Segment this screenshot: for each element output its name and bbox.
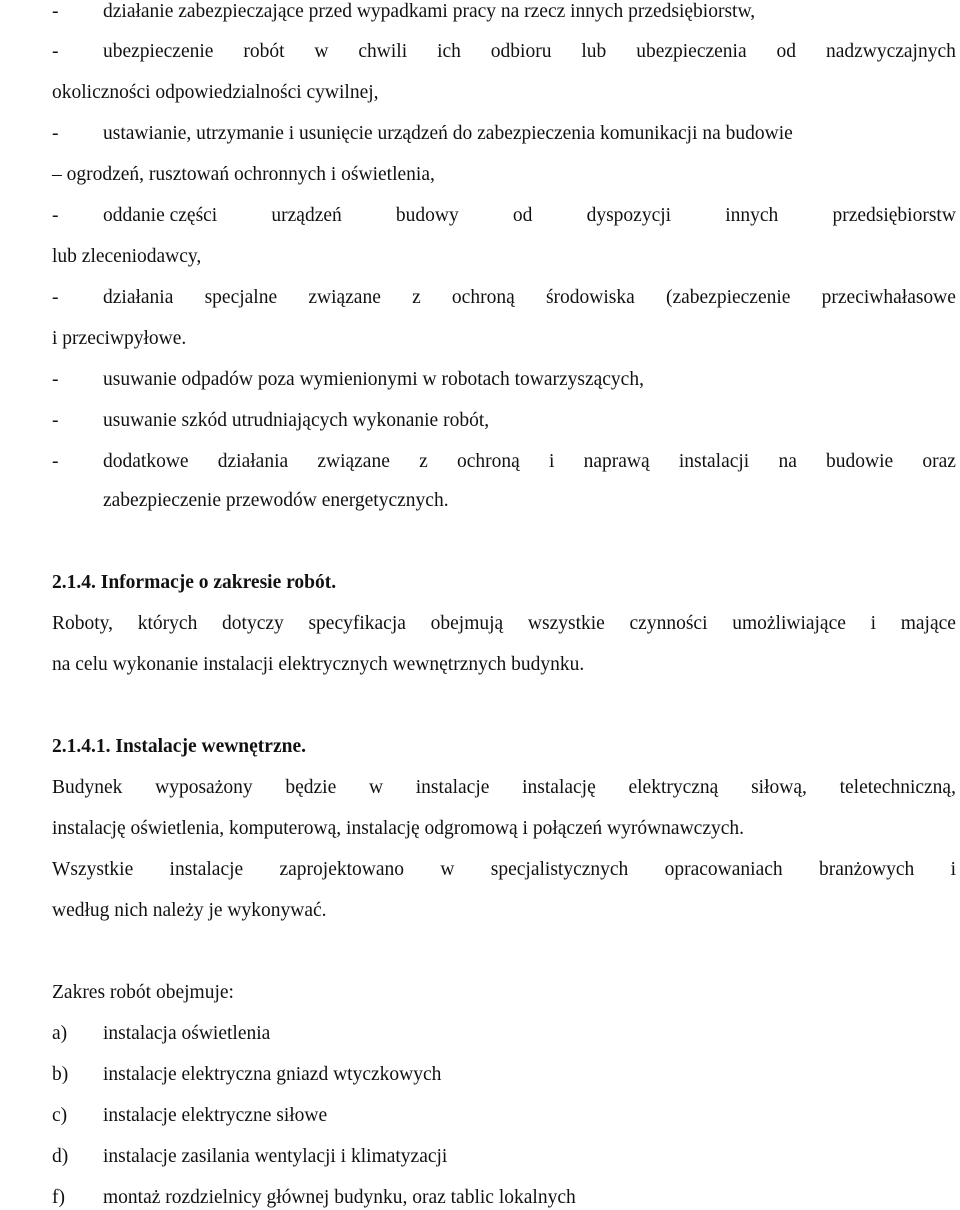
list-item-text-justified: działania specjalne związane z ochroną środowiska (zabezpieczenie przeciwhałasowe (103, 287, 956, 308)
scope-intro: Zakres robót obejmuje: (52, 982, 234, 1003)
paragraph-line: według nich należy je wykonywać. (52, 900, 327, 921)
section-heading-2-1-4-1: 2.1.4.1. Instalacje wewnętrzne. (52, 736, 306, 757)
list-item-continuation: zabezpieczenie przewodów energetycznych. (103, 490, 449, 511)
bullet-dash: - (52, 123, 59, 144)
paragraph-line: instalację oświetlenia, komputerową, instalację odgromową i połączeń wyrównawczych. (52, 818, 745, 839)
scope-item-label: d) (52, 1146, 69, 1167)
scope-item-label: f) (52, 1187, 65, 1208)
list-item-text: usuwanie szkód utrudniających wykonanie robót, (103, 410, 490, 431)
list-item-text: działanie zabezpieczające przed wypadkami pracy na rzecz innych przedsiębiorstw, (103, 1, 756, 22)
bullet-dash: - (52, 205, 59, 226)
scope-item-label: c) (52, 1105, 68, 1126)
scope-item-label: b) (52, 1064, 69, 1085)
section-heading-2-1-4: 2.1.4. Informacje o zakresie robót. (52, 572, 337, 593)
paragraph-line: Roboty, których dotyczy specyfikacja obejmują wszystkie czynności umożliwiające i mające (52, 613, 956, 634)
bullet-dash: - (52, 287, 59, 308)
list-item-text-justified: dodatkowe działania związane z ochroną i naprawą instalacji na budowie oraz (103, 451, 956, 472)
list-item-text-justified: ubezpieczenie robót w chwili ich odbioru lub ubezpieczenia od nadzwyczajnych (103, 41, 956, 62)
bullet-dash: - (52, 451, 59, 472)
list-item-text: ustawianie, utrzymanie i usunięcie urządzeń do zabezpieczenia komunikacji na budowie (103, 123, 793, 144)
paragraph-line: Wszystkie instalacje zaprojektowano w specjalistycznych opracowaniach branżowych i (52, 859, 956, 880)
word: ubezpieczenie (103, 41, 214, 62)
bullet-dash: - (52, 369, 59, 390)
list-item-text: usuwanie odpadów poza wymienionymi w robotach towarzyszących, (103, 369, 644, 390)
paragraph-line: Budynek wyposażony będzie w instalacje instalację elektryczną siłową, teletechniczną, (52, 777, 956, 798)
scope-item-label: a) (52, 1023, 68, 1044)
list-item-continuation: lub zleceniodawcy, (52, 246, 202, 267)
scope-item-text: instalacje elektryczna gniazd wtyczkowych (103, 1064, 442, 1085)
list-item-continuation: i przeciwpyłowe. (52, 328, 187, 349)
bullet-dash: - (52, 41, 59, 62)
scope-item-text: instalacja oświetlenia (103, 1023, 271, 1044)
scope-item-text: instalacje zasilania wentylacji i klimatyzacji (103, 1146, 448, 1167)
list-item-continuation: – ogrodzeń, rusztowań ochronnych i oświetlenia, (52, 164, 435, 185)
scope-item-text: montaż rozdzielnicy głównej budynku, oraz tablic lokalnych (103, 1187, 576, 1208)
list-item-text-justified: oddanie części urządzeń budowy od dyspozycji innych przedsiębiorstw (103, 205, 956, 226)
list-item-continuation: okoliczności odpowiedzialności cywilnej, (52, 82, 379, 103)
bullet-dash: - (52, 410, 59, 431)
scope-item-text: instalacje elektryczne siłowe (103, 1105, 328, 1126)
paragraph-line: na celu wykonanie instalacji elektrycznych wewnętrznych budynku. (52, 654, 585, 675)
bullet-dash: - (52, 1, 59, 22)
